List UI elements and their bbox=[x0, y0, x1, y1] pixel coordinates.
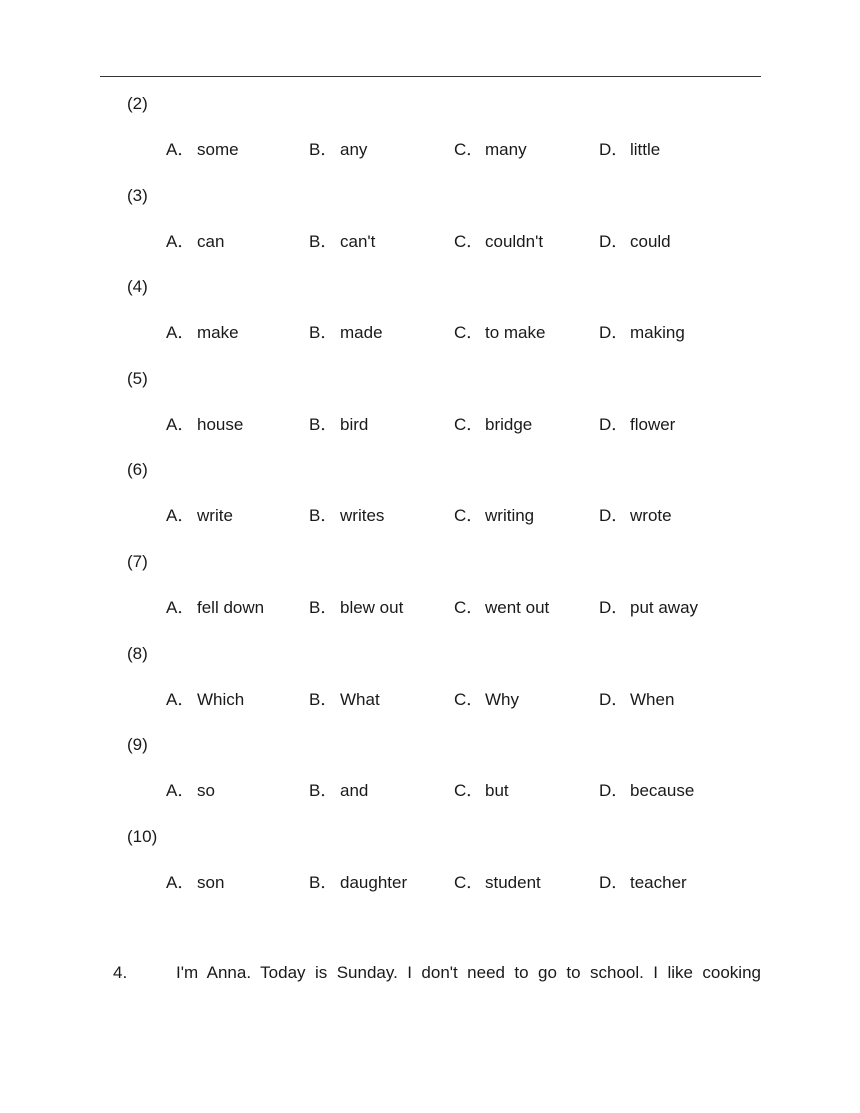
option-text: put away bbox=[630, 597, 699, 617]
question-list bbox=[0, 90, 860, 914]
option-text: could bbox=[630, 231, 671, 251]
option-letter: B． bbox=[309, 323, 338, 343]
option-text: bird bbox=[340, 414, 369, 434]
option-b[interactable] bbox=[309, 596, 403, 620]
option-text: to make bbox=[485, 323, 546, 343]
option-letter: B． bbox=[309, 781, 338, 801]
option-a[interactable] bbox=[166, 138, 239, 162]
question-item bbox=[0, 731, 860, 823]
question-item bbox=[0, 182, 860, 274]
option-d[interactable] bbox=[599, 321, 685, 345]
option-text: teacher bbox=[630, 872, 687, 892]
option-letter: A． bbox=[166, 231, 195, 251]
option-text: so bbox=[197, 781, 215, 801]
option-d[interactable] bbox=[599, 413, 675, 437]
option-text: little bbox=[630, 140, 661, 159]
option-b[interactable] bbox=[309, 138, 367, 162]
option-b[interactable] bbox=[309, 688, 380, 712]
option-text: because bbox=[630, 781, 695, 801]
option-c[interactable] bbox=[454, 138, 527, 162]
option-letter: A． bbox=[166, 323, 195, 343]
option-text: writing bbox=[485, 506, 535, 526]
option-letter: C． bbox=[454, 689, 484, 709]
option-text: writes bbox=[340, 506, 385, 526]
option-a[interactable] bbox=[166, 871, 224, 895]
option-letter: B． bbox=[309, 140, 338, 159]
option-letter: C． bbox=[454, 872, 484, 892]
option-letter: C． bbox=[454, 597, 484, 617]
question-number: (3) bbox=[127, 185, 148, 205]
option-b[interactable] bbox=[309, 871, 407, 895]
option-letter: D． bbox=[599, 597, 629, 617]
option-a[interactable] bbox=[166, 596, 264, 620]
option-text: house bbox=[197, 414, 244, 434]
question-number: (6) bbox=[127, 460, 148, 480]
option-d[interactable] bbox=[599, 779, 694, 803]
option-letter: C． bbox=[454, 231, 484, 251]
option-c[interactable] bbox=[454, 321, 545, 345]
option-letter: C． bbox=[454, 140, 484, 159]
option-text: make bbox=[197, 323, 239, 343]
passage-text: I'm Anna. Today is Sunday. I don't need to go to school. I like cooking bbox=[176, 963, 761, 982]
option-text: blew out bbox=[340, 597, 404, 617]
option-letter: C． bbox=[454, 323, 484, 343]
option-d[interactable] bbox=[599, 871, 687, 895]
option-letter: D． bbox=[599, 231, 629, 251]
option-text: flower bbox=[630, 414, 676, 434]
reading-passage bbox=[113, 961, 761, 985]
option-letter: D． bbox=[599, 506, 629, 526]
option-b[interactable] bbox=[309, 230, 375, 254]
option-c[interactable] bbox=[454, 779, 509, 803]
option-c[interactable] bbox=[454, 871, 541, 895]
option-text: fell down bbox=[197, 597, 265, 617]
option-text: Why bbox=[485, 689, 519, 709]
option-letter: A． bbox=[166, 140, 195, 159]
option-d[interactable] bbox=[599, 504, 672, 528]
question-item bbox=[0, 823, 860, 915]
question-number: (4) bbox=[127, 277, 148, 297]
option-text: wrote bbox=[630, 506, 672, 526]
question-number: (9) bbox=[127, 735, 148, 755]
question-number: (8) bbox=[127, 643, 148, 663]
option-letter: B． bbox=[309, 597, 338, 617]
option-a[interactable] bbox=[166, 779, 215, 803]
question-item bbox=[0, 640, 860, 732]
option-text: write bbox=[197, 506, 233, 526]
option-b[interactable] bbox=[309, 504, 384, 528]
option-letter: D． bbox=[599, 781, 629, 801]
option-a[interactable] bbox=[166, 688, 244, 712]
option-text: student bbox=[485, 872, 541, 892]
option-text: bridge bbox=[485, 414, 533, 434]
option-c[interactable] bbox=[454, 688, 519, 712]
question-number: (10) bbox=[127, 826, 158, 846]
question-item bbox=[0, 90, 860, 182]
option-b[interactable] bbox=[309, 779, 368, 803]
question-number: (5) bbox=[127, 368, 148, 388]
option-text: can bbox=[197, 231, 225, 251]
option-a[interactable] bbox=[166, 504, 233, 528]
option-letter: A． bbox=[166, 872, 195, 892]
option-d[interactable] bbox=[599, 230, 671, 254]
option-b[interactable] bbox=[309, 321, 383, 345]
option-text: When bbox=[630, 689, 675, 709]
option-letter: B． bbox=[309, 872, 338, 892]
option-text: couldn't bbox=[485, 231, 544, 251]
option-letter: B． bbox=[309, 689, 338, 709]
option-text: but bbox=[485, 781, 509, 801]
option-letter: D． bbox=[599, 323, 629, 343]
option-letter: A． bbox=[166, 781, 195, 801]
option-letter: D． bbox=[599, 414, 629, 434]
option-text: making bbox=[630, 323, 685, 343]
question-item bbox=[0, 365, 860, 457]
option-d[interactable] bbox=[599, 596, 698, 620]
option-a[interactable] bbox=[166, 230, 224, 254]
option-letter: C． bbox=[454, 414, 484, 434]
question-number: (7) bbox=[127, 551, 148, 571]
option-d[interactable] bbox=[599, 688, 674, 712]
question-item bbox=[0, 548, 860, 640]
option-text: can't bbox=[340, 231, 376, 251]
option-letter: D． bbox=[599, 689, 629, 709]
option-letter: B． bbox=[309, 231, 338, 251]
option-letter: B． bbox=[309, 414, 338, 434]
option-c[interactable] bbox=[454, 413, 532, 437]
option-d[interactable] bbox=[599, 138, 660, 162]
question-number: (2) bbox=[127, 94, 148, 113]
option-text: son bbox=[197, 872, 225, 892]
option-letter: A． bbox=[166, 414, 195, 434]
option-letter: A． bbox=[166, 689, 195, 709]
passage-number: 4. bbox=[113, 963, 128, 982]
option-letter: D． bbox=[599, 140, 629, 159]
option-letter: C． bbox=[454, 506, 484, 526]
question-item bbox=[0, 456, 860, 548]
option-a[interactable] bbox=[166, 321, 239, 345]
option-letter: D． bbox=[599, 872, 629, 892]
option-a[interactable] bbox=[166, 413, 243, 437]
option-letter: A． bbox=[166, 506, 195, 526]
option-text: went out bbox=[485, 597, 550, 617]
option-text: made bbox=[340, 323, 383, 343]
option-text: daughter bbox=[340, 872, 408, 892]
question-item bbox=[0, 273, 860, 365]
option-text: Which bbox=[197, 689, 245, 709]
option-text: and bbox=[340, 781, 369, 801]
option-c[interactable] bbox=[454, 230, 543, 254]
option-text: some bbox=[197, 140, 239, 159]
option-letter: A． bbox=[166, 597, 195, 617]
header-rule bbox=[100, 76, 761, 77]
option-letter: C． bbox=[454, 781, 484, 801]
option-b[interactable] bbox=[309, 413, 368, 437]
option-c[interactable] bbox=[454, 596, 549, 620]
option-text: What bbox=[340, 689, 380, 709]
option-text: many bbox=[485, 140, 527, 159]
option-text: any bbox=[340, 140, 368, 159]
option-c[interactable] bbox=[454, 504, 534, 528]
option-letter: B． bbox=[309, 506, 338, 526]
